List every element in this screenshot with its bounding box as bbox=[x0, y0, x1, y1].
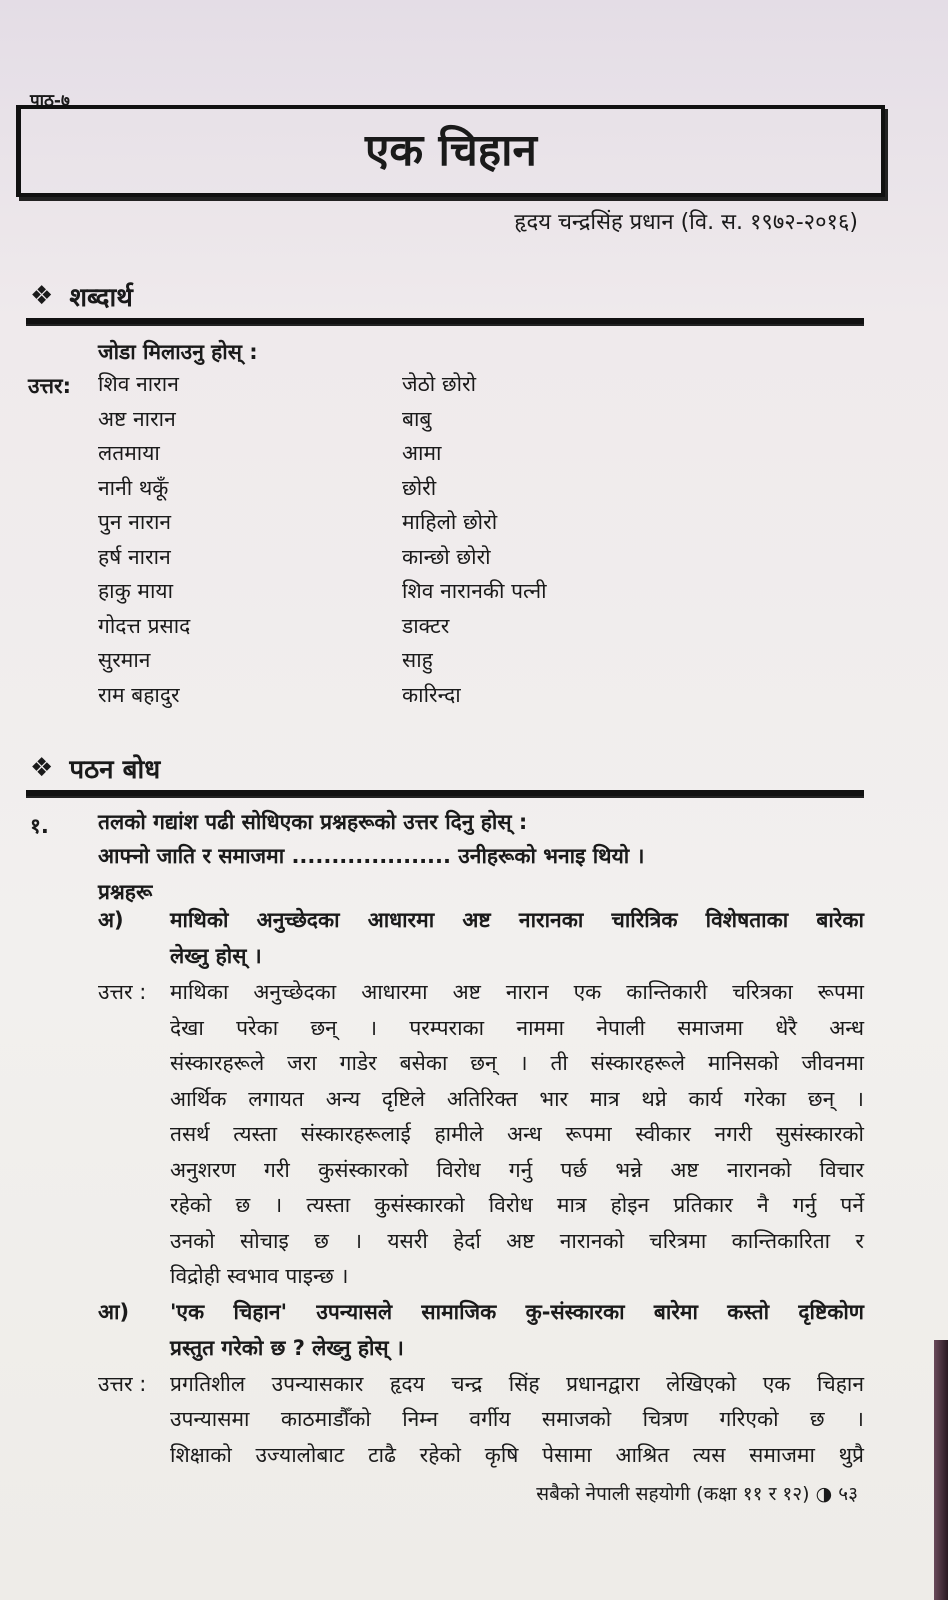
section-title: पठन बोध bbox=[69, 755, 161, 785]
sub-question-text: प्रस्तुत गरेको छ ? लेख्नु होस् । bbox=[170, 1335, 404, 1360]
passage-excerpt: आफ्नो जाति र समाजमा .................... उनीहरूको भनाइ थियो । bbox=[98, 844, 645, 868]
answer-line: तसर्थ त्यस्ता संस्कारहरूलाई हामीले अन्ध रूपमा स्वीकार नगरी सुसंस्कारको bbox=[170, 1122, 864, 1146]
character-name: गोदत्त प्रसाद bbox=[98, 613, 191, 638]
answer-label: उत्तर : bbox=[98, 980, 147, 1004]
section-heading-glossary bbox=[30, 278, 133, 314]
sub-question-text: 'एक चिहान' उपन्यासले सामाजिक कु-संस्कारका बारेमा कस्तो दृष्टिकोण bbox=[170, 1299, 864, 1324]
character-relation: साहु bbox=[402, 648, 433, 672]
answer-line: माथिका अनुच्छेदका आधारमा अष्ट नारान एक कान्तिकारी चरित्रका रूपमा bbox=[170, 980, 864, 1004]
character-name: राम बहादुर bbox=[98, 682, 180, 707]
sub-question-text: माथिको अनुच्छेदका आधारमा अष्ट नारानका चारित्रिक विशेषताका बारेका bbox=[170, 908, 864, 932]
answer-label: उत्तर : bbox=[98, 1371, 147, 1396]
lesson-label: पाठ-७ bbox=[30, 91, 70, 111]
character-relation: शिव नारानकी पत्नी bbox=[402, 579, 547, 603]
character-relation: माहिलो छोरो bbox=[402, 510, 498, 534]
character-relation: छोरी bbox=[402, 475, 437, 500]
answer-line: आर्थिक लगायत अन्य दृष्टिले अतिरिक्त भार मात्र थप्ने कार्य गरेका छन् । bbox=[170, 1086, 864, 1111]
author-line: हृदय चन्द्रसिंह प्रधान (वि. स. १९७२-२०१६) bbox=[514, 210, 858, 235]
character-name: पुन नारान bbox=[98, 510, 172, 534]
character-name: हाकु माया bbox=[98, 579, 174, 603]
page-number: ५३ bbox=[838, 1483, 858, 1505]
book-title: सबैको नेपाली सहयोगी (कक्षा ११ र १२) bbox=[536, 1483, 810, 1505]
answer-line: उनको सोचाइ छ । यसरी हेर्दा अष्ट नारानको चरित्रमा कान्तिकारिता र bbox=[170, 1228, 864, 1253]
answer-label: उत्तर: bbox=[28, 374, 72, 398]
diamond-bullet-icon: ❖ bbox=[30, 281, 54, 311]
footer bbox=[536, 1480, 858, 1506]
half-circle-icon: ◑ bbox=[815, 1483, 833, 1505]
answer-line: शिक्षाको उज्यालोबाट टाढै रहेको कृषि पेसामा आश्रित त्यस समाजमा थुप्रै bbox=[170, 1442, 864, 1467]
character-name: हर्ष नारान bbox=[98, 544, 171, 569]
section-divider bbox=[26, 790, 864, 796]
character-relation: जेठो छोरो bbox=[402, 372, 477, 396]
questions-label: प्रश्नहरू bbox=[98, 880, 153, 904]
sub-question-text: लेख्नु होस् । bbox=[170, 944, 262, 968]
sub-question-label: अ) bbox=[98, 908, 124, 932]
answer-line: अनुशरण गरी कुसंस्कारको विरोध गर्नु पर्छ भन्ने अष्ट नारानको विचार bbox=[170, 1157, 864, 1182]
character-relation: आमा bbox=[402, 441, 442, 465]
question-text: तलको गद्यांश पढी सोधिएका प्रश्नहरूको उत्तर दिनु होस् : bbox=[98, 810, 528, 834]
answer-line: देखा परेका छन् । परम्पराका नाममा नेपाली समाजमा धेरै अन्ध bbox=[170, 1015, 864, 1040]
character-relation: बाबु bbox=[402, 406, 432, 431]
question-number: १. bbox=[30, 814, 49, 838]
page-edge bbox=[934, 1340, 948, 1600]
diamond-bullet-icon: ❖ bbox=[30, 753, 54, 783]
character-name: अष्ट नारान bbox=[98, 406, 176, 431]
character-name: लतमाया bbox=[98, 441, 160, 465]
character-relation: कान्छो छोरो bbox=[402, 544, 491, 569]
answer-line: उपन्यासमा काठमाडौँको निम्न वर्गीय समाजको चित्रण गरिएको छ । bbox=[170, 1407, 864, 1431]
answer-line: प्रगतिशील उपन्यासकार हृदय चन्द्र सिंह प्रधानद्वारा लेखिएको एक चिहान bbox=[170, 1371, 864, 1396]
section-title: शब्दार्थ bbox=[69, 283, 133, 313]
character-name: सुरमान bbox=[98, 648, 151, 672]
character-name: नानी थकूँ bbox=[98, 475, 169, 500]
character-relation: कारिन्दा bbox=[402, 682, 461, 707]
answer-line: संस्कारहरूले जरा गाडेर बसेका छन् । ती संस्कारहरूले मानिसको जीवनमा bbox=[170, 1051, 864, 1075]
character-relation: डाक्टर bbox=[402, 613, 450, 638]
section-heading-comprehension bbox=[30, 750, 160, 786]
answer-line: रहेको छ । त्यस्ता कुसंस्कारको विरोध मात्र होइन प्रतिकार नै गर्नु पर्ने bbox=[170, 1193, 864, 1217]
instruction: जोडा मिलाउनु होस् : bbox=[98, 340, 258, 364]
section-divider bbox=[26, 318, 864, 324]
character-name: शिव नारान bbox=[98, 372, 179, 396]
page-title: एक चिहान bbox=[365, 125, 537, 176]
sub-question-label: आ) bbox=[98, 1299, 130, 1324]
answer-line: विद्रोही स्वभाव पाइन्छ । bbox=[170, 1264, 349, 1288]
